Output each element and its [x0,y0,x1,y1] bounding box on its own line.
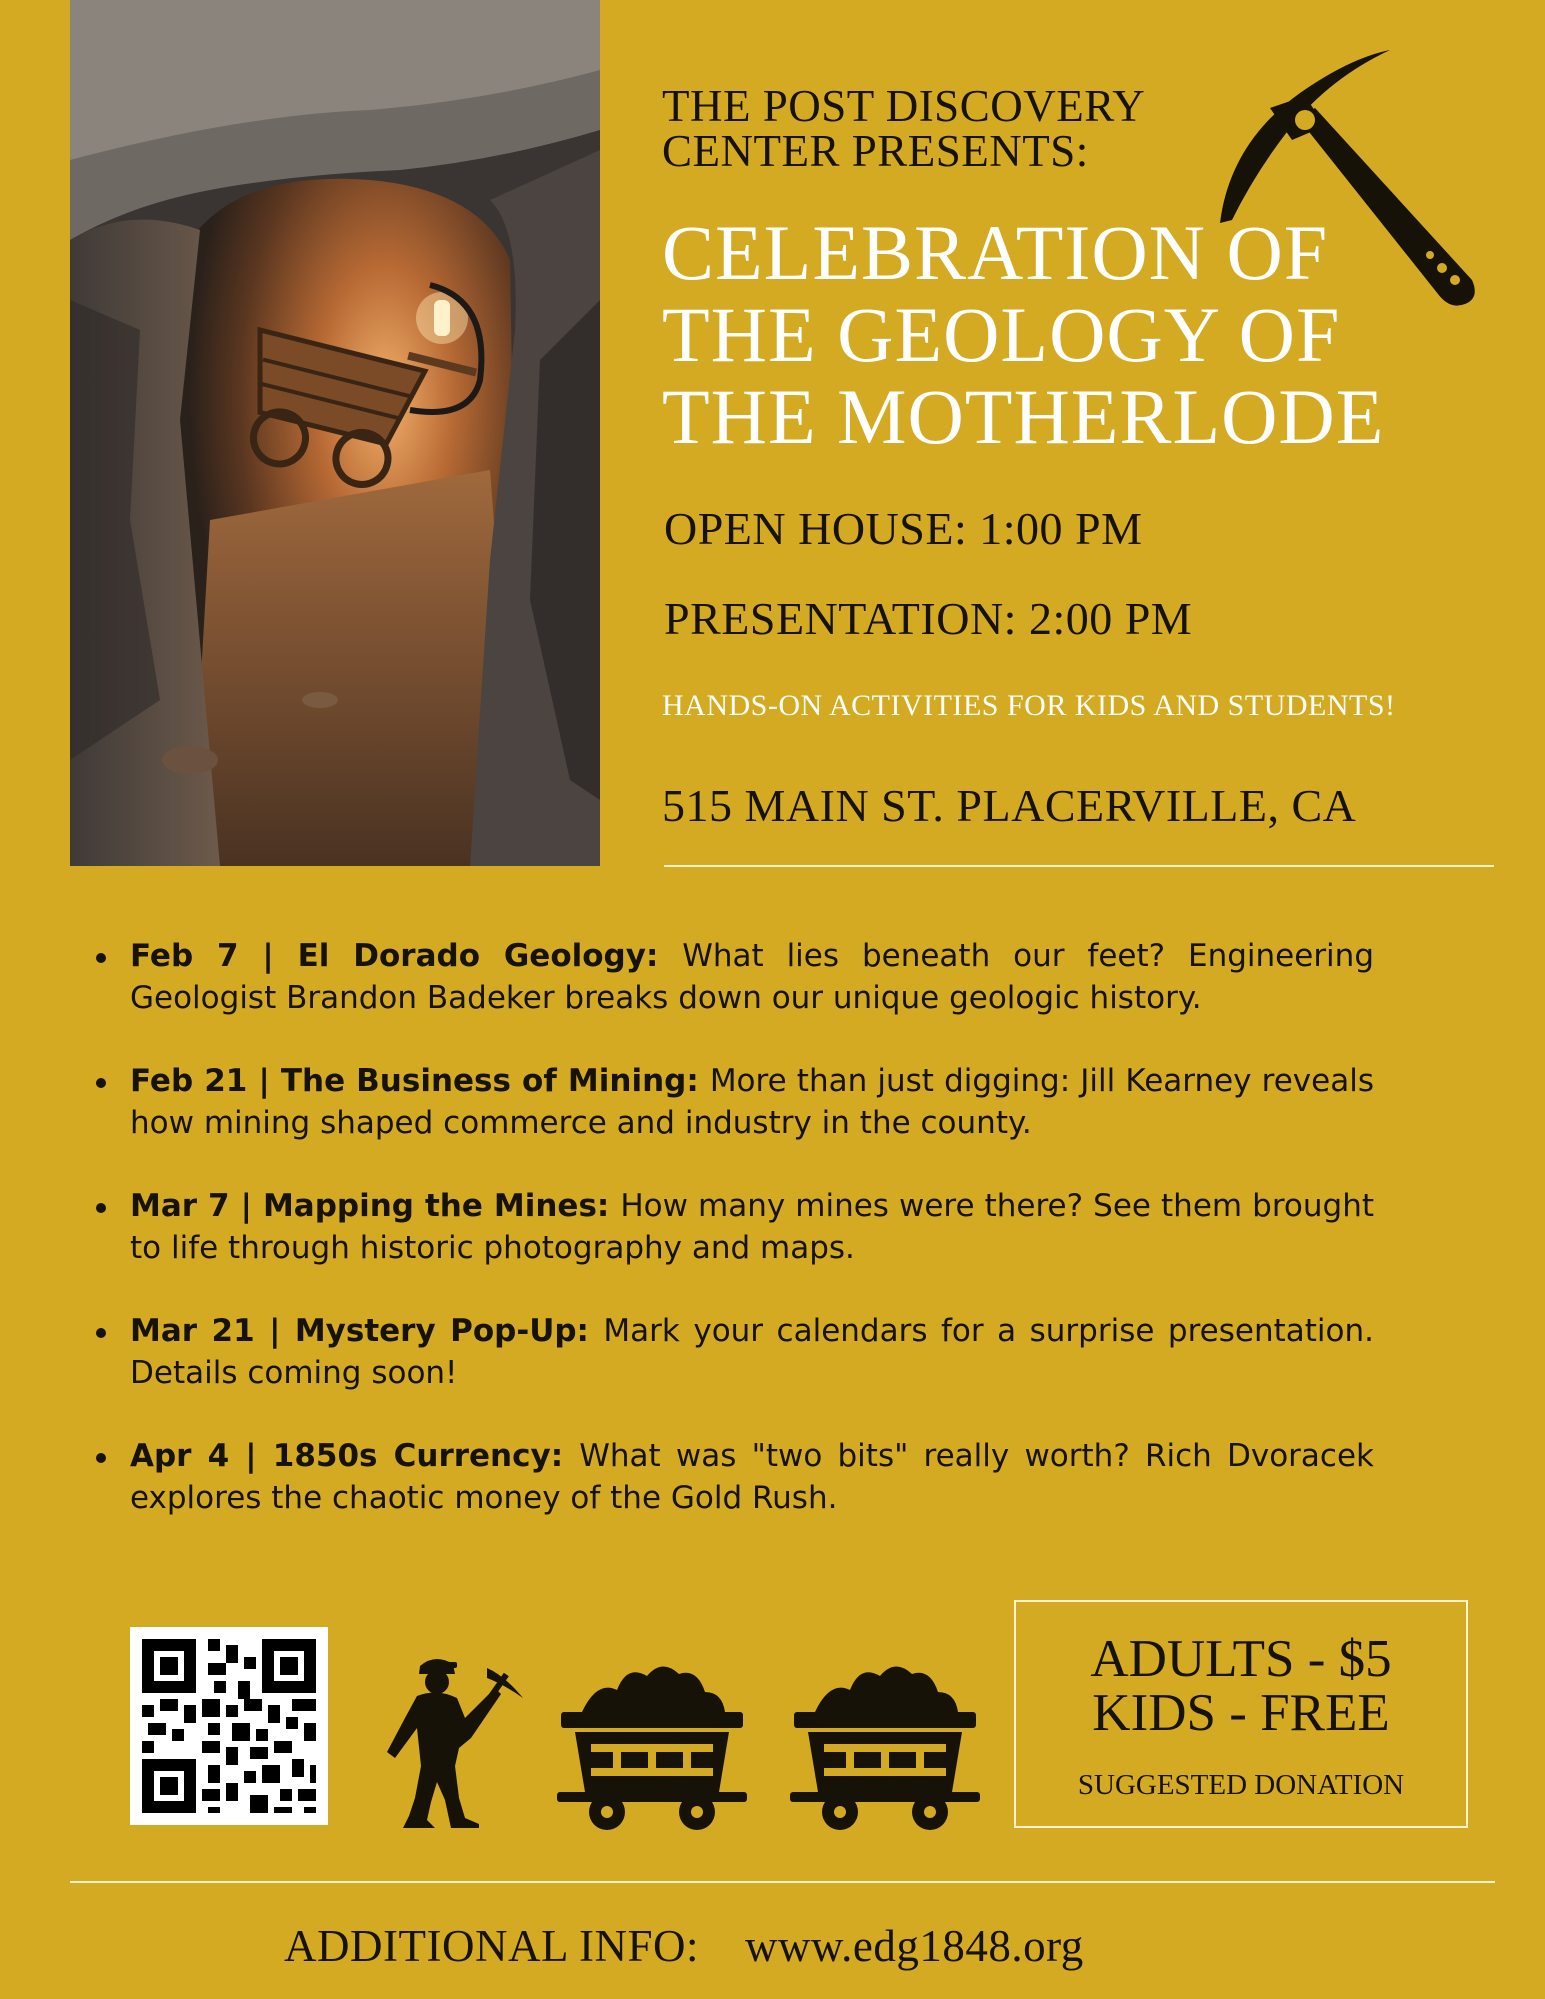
bullet [96,1203,106,1213]
pickaxe-icon [1210,48,1490,328]
list-item [92,1185,1374,1269]
donation-note: SUGGESTED DONATION [1077,1769,1405,1801]
qr-code-graphic [130,1627,328,1825]
schedule-item-title: Feb 7 | El Dorado Geology: [130,938,683,974]
qr-code[interactable] [130,1627,328,1825]
list-item [92,1060,1374,1144]
event-title-line-2: THE GEOLOGY OF [662,291,1341,378]
price-kids: KIDS - FREE [1092,1684,1390,1742]
bullet [96,1328,106,1338]
schedule-item-desc: More than just digging: Jill Kearney reveals how mining shaped commerce and industry in the county. [130,1063,1374,1141]
event-title-line-3: THE MOTHERLODE [662,373,1385,460]
list-item [92,1435,1374,1519]
schedule-item-title: Apr 4 | 1850s Currency: [130,1438,580,1474]
ore-cart-icon [790,1652,980,1834]
list-item [92,1310,1374,1394]
activities-note: HANDS-ON ACTIVITIES FOR KIDS AND STUDENTS! [662,689,1396,722]
open-house-time: OPEN HOUSE: 1:00 PM [664,503,1143,554]
presentation-time: PRESENTATION: 2:00 PM [664,593,1193,644]
schedule-item-title: Feb 21 | The Business of Mining: [130,1063,710,1099]
schedule-list [92,935,1374,1560]
bullet [96,953,106,963]
schedule-item-title: Mar 7 | Mapping the Mines: [130,1188,621,1224]
presenter-heading [662,81,1222,176]
schedule-item-desc: How many mines were there? See them brought to life through historic photography and maps. [130,1188,1374,1266]
website-link[interactable]: www.edg1848.org [745,1921,1084,1971]
mine-tunnel-photo [70,0,600,866]
bullet [96,1453,106,1463]
ore-cart-icon [557,1652,747,1834]
price-adults: ADULTS - $5 [1090,1630,1392,1688]
presenter-line-1: THE POST DISCOVERY [662,81,1146,131]
event-title-line-1: CELEBRATION OF [662,209,1329,296]
pricing-box [1014,1600,1468,1828]
divider-bottom [70,1881,1495,1883]
schedule-item-title: Mar 21 | Mystery Pop-Up: [130,1313,604,1349]
additional-info-label: ADDITIONAL INFO: [284,1921,700,1971]
bullet [96,1078,106,1088]
event-address: 515 MAIN ST. PLACERVILLE, CA [662,780,1357,831]
schedule-item-desc: Mark your calendars for a surprise presentation. Details coming soon! [130,1313,1374,1391]
miner-icon [375,1648,525,1828]
list-item [92,935,1374,1019]
additional-info [284,1920,1084,1972]
schedule-item-desc: What was "two bits" really worth? Rich Dvoracek explores the chaotic money of the Gold Rush. [130,1438,1374,1516]
presenter-line-2: CENTER PRESENTS: [662,126,1089,176]
schedule-item-desc: What lies beneath our feet? Engineering Geologist Brandon Badeker breaks down our unique geologic history. [130,938,1375,1016]
divider-top [664,865,1494,867]
